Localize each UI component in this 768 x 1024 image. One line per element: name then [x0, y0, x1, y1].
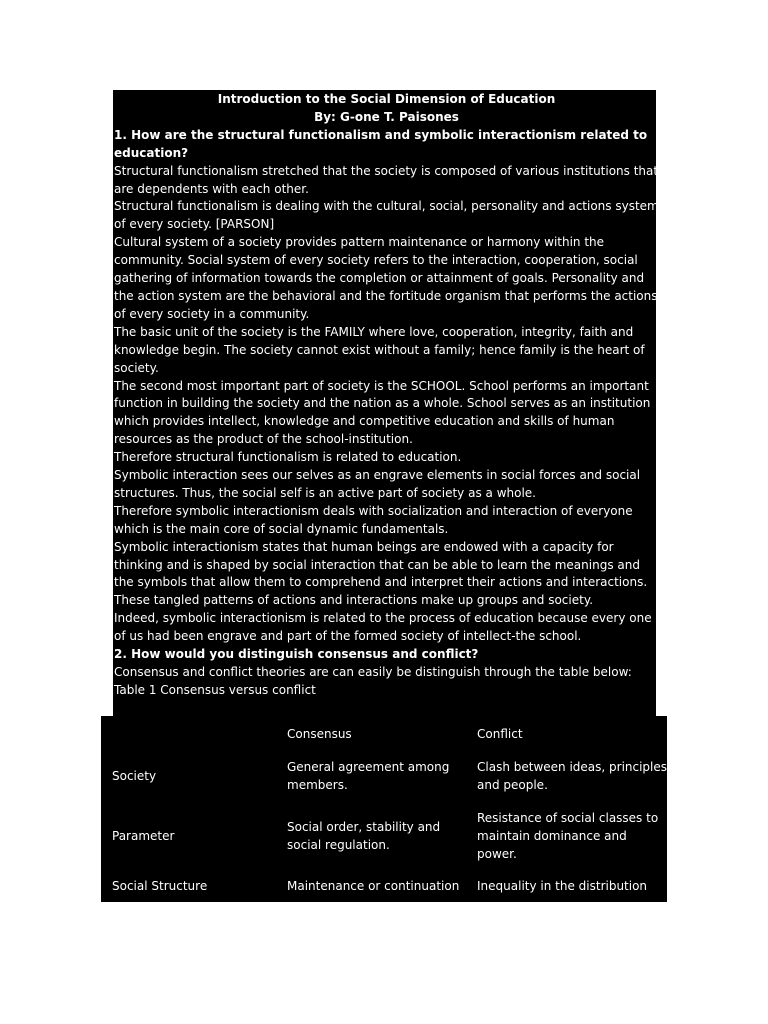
paragraph: Structural functionalism is dealing with the cultural, social, personality and actions system of every society. [PARSON] — [114, 199, 659, 232]
paragraph: Indeed, symbolic interactionism is related to the process of education because every one of us had been engrave and part of the formed society of intellect-the school. — [114, 611, 652, 644]
paragraph: Cultural system of a society provides pattern maintenance or harmony within the community. Social system of every society refers to the interaction, cooperation, social gathering of information towards the completion or attainment of goals. Personality and the action system are the behavioral and the fortitude organism that performs the actions of every society in a community. — [114, 235, 658, 321]
document-body — [114, 91, 659, 700]
paragraph: The basic unit of the society is the FAMILY where love, cooperation, integrity, faith and knowledge begin. The society cannot exist without a family; hence family is the heart of society. — [114, 324, 645, 375]
table-row-label: Social Structure — [112, 879, 208, 893]
question-1: 1. How are the structural functionalism and symbolic interactionism related to education? — [114, 127, 648, 160]
paragraph: Symbolic interaction sees our selves as an engrave elements in social forces and social structures. Thus, the social self is an active part of society as a whole. — [114, 468, 641, 500]
table-cell: Maintenance or continuation — [287, 879, 460, 893]
document-author: By: G-one T. Paisones — [314, 109, 459, 124]
table-cell: Clash between ideas, principles and people. — [477, 760, 668, 792]
table-caption: Table 1 Consensus versus conflict — [114, 682, 316, 697]
question-2: 2. How would you distinguish consensus and conflict? — [114, 647, 479, 662]
table-cell: Resistance of social classes to maintain dominance and power. — [477, 811, 659, 861]
table-header-consensus: Consensus — [287, 727, 352, 741]
paragraph: Structural functionalism stretched that the society is composed of various institutions that are dependents with each other. — [114, 163, 659, 196]
paragraph: Therefore symbolic interactionism deals with socialization and interaction of everyone which is the main core of social dynamic fundamentals. — [114, 503, 633, 536]
table-cell: Social order, stability and social regulation. — [287, 820, 441, 852]
table-header-conflict: Conflict — [477, 727, 523, 741]
consensus-conflict-table — [101, 716, 667, 902]
table-row-label: Society — [112, 769, 157, 783]
paragraph: The second most important part of society is the SCHOOL. School performs an important function in building the society and the nation as a whole. School serves as an institution which provides intellect, knowledge and competitive education and skills of human resources as the product of the school-institution. — [114, 378, 651, 447]
paragraph: Consensus and conflict theories are can easily be distinguish through the table below: — [114, 665, 632, 679]
table-cell: Inequality in the distribution — [477, 879, 648, 893]
table-cell: General agreement among members. — [287, 760, 450, 792]
paragraph: Symbolic interactionism states that human beings are endowed with a capacity for thinking and is shaped by social interaction that can be able to learn the meanings and the symbols that allow them to comprehend and interpret their actions and interactions. These tangled patterns of actions and interactions make up groups and society. — [114, 539, 648, 608]
table-row-label: Parameter — [112, 829, 175, 843]
document-title: Introduction to the Social Dimension of Education — [217, 92, 556, 106]
document-text-block — [113, 90, 659, 718]
paragraph: Therefore structural functionalism is related to education. — [114, 450, 462, 465]
